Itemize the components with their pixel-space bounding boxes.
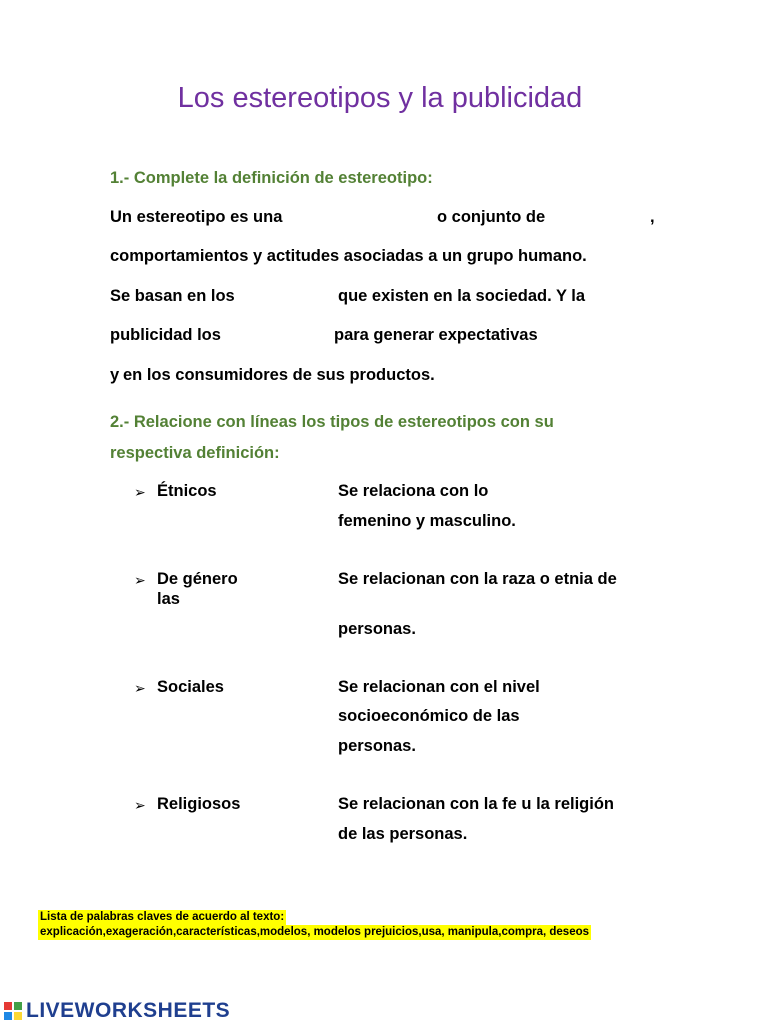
section2-heading-line2: respectiva definición:	[110, 444, 280, 462]
section2-heading-line1: 2.- Relacione con líneas los tipos de estereotipos con su	[110, 413, 554, 431]
term-religiosos[interactable]: Religiosos	[157, 795, 241, 813]
arrow-bullet-icon: ➢	[134, 680, 146, 696]
definition-2-line1[interactable]: Se relacionan con la raza o etnia de	[338, 570, 617, 588]
sentence3-part-b: que existen en la sociedad. Y la	[338, 287, 586, 305]
term-etnicos[interactable]: Étnicos	[157, 482, 217, 500]
arrow-bullet-icon: ➢	[134, 797, 146, 813]
sentence1-part-b: o conjunto de	[437, 208, 546, 226]
definition-4-line1[interactable]: Se relacionan con la fe u la religión	[338, 795, 614, 813]
keyword-list	[38, 907, 591, 940]
definition-3-line1[interactable]: Se relacionan con el nivel	[338, 678, 540, 696]
sentence5-part-b: en los consumidores de sus productos.	[123, 366, 435, 384]
definition-3-line2: socioeconómico de las	[338, 707, 520, 725]
definition-1-line2: femenino y masculino.	[338, 512, 516, 530]
keyword-list-title: Lista de palabras claves de acuerdo al texto:	[40, 911, 285, 923]
keyword-list-words: explicación,exageración,características,modelos, modelos prejuicios,usa, manipula,compra, deseos	[40, 926, 590, 938]
definition-1-line1[interactable]: Se relaciona con lo	[338, 482, 489, 500]
sentence5-part-a: y	[110, 366, 120, 384]
definition-2-line2: personas.	[338, 620, 416, 638]
sentence4-part-a: publicidad los	[110, 326, 221, 344]
sentence2: comportamientos y actitudes asociadas a un grupo humano.	[110, 247, 587, 265]
blank-2[interactable]	[562, 208, 644, 229]
arrow-bullet-icon: ➢	[134, 484, 146, 500]
blank-4[interactable]	[236, 326, 330, 347]
blank-1[interactable]	[300, 208, 430, 229]
term-sociales[interactable]: Sociales	[157, 678, 224, 696]
section1-heading: 1.- Complete la definición de estereotipo:	[110, 169, 433, 187]
sentence3-part-a: Se basan en los	[110, 287, 235, 305]
sentence4-part-b: para generar expectativas	[334, 326, 538, 344]
liveworksheets-logo-icon	[4, 1002, 22, 1020]
footer-brand[interactable]	[4, 998, 230, 1024]
definition-4-line2: de las personas.	[338, 825, 468, 843]
page-title: Los estereotipos y la publicidad	[177, 82, 583, 114]
arrow-bullet-icon: ➢	[134, 572, 146, 588]
sentence1-part-c: ,	[650, 208, 655, 226]
blank-3[interactable]	[250, 287, 332, 308]
term-de-genero[interactable]: De género	[157, 570, 238, 588]
definition-3-line3: personas.	[338, 737, 416, 755]
footer-brand-text: LIVEWORKSHEETS	[26, 999, 231, 1022]
term-de-genero-line2: las	[157, 590, 180, 608]
sentence1-part-a: Un estereotipo es una	[110, 208, 283, 226]
